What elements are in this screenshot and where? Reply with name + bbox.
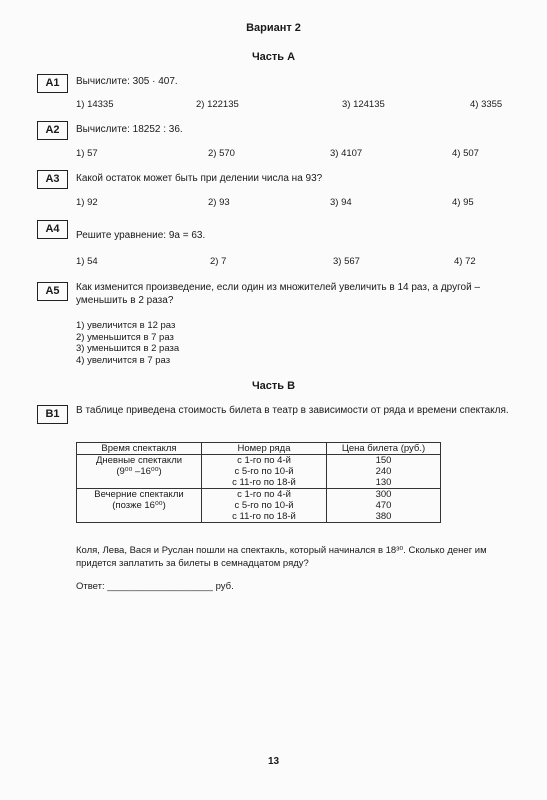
a4-option-4: 4) 72 [454, 256, 476, 267]
row-range: с 5-го по 10-й [202, 466, 327, 477]
header-row-number: Номер ряда [202, 443, 327, 455]
header-price: Цена билета (руб.) [327, 443, 441, 455]
a4-option-2: 2) 7 [210, 256, 227, 267]
question-b1-label: B1 [37, 405, 68, 424]
row-range: с 1-го по 4-й [202, 455, 327, 467]
question-a2-label: A2 [37, 121, 68, 140]
a5-option-1: 1) увеличится в 12 раз [76, 320, 176, 331]
day-shows-time: (9⁰⁰ –16⁰⁰) [116, 466, 162, 477]
question-a1-label: A1 [37, 74, 68, 93]
a3-option-1: 1) 92 [76, 197, 98, 208]
question-b1-text: В таблице приведена стоимость билета в театр в зависимости от ряда и времени спектакля. [76, 405, 509, 416]
row-range: с 5-го по 10-й [202, 500, 327, 511]
variant-title: Вариант 2 [246, 22, 301, 34]
row-range: с 1-го по 4-й [202, 489, 327, 501]
price: 150 [327, 455, 441, 467]
evening-shows-time: (позже 16⁰⁰) [112, 500, 166, 511]
question-a2-text: Вычислите: 18252 : 36. [76, 124, 183, 135]
page-number: 13 [267, 756, 280, 767]
question-a1-text: Вычислите: 305 · 407. [76, 76, 178, 87]
a2-option-3: 3) 4107 [330, 148, 363, 159]
price: 470 [327, 500, 441, 511]
question-a4-text: Решите уравнение: 9a = 63. [76, 230, 206, 241]
ticket-price-table [76, 442, 441, 523]
a4-option-3: 3) 567 [333, 256, 360, 267]
question-a3-text: Какой остаток может быть при делении числа на 93? [76, 173, 323, 184]
day-shows-cell [77, 455, 202, 489]
a2-option-1: 1) 57 [76, 148, 98, 159]
price: 380 [327, 511, 441, 523]
answer-blank[interactable]: ____________________ [107, 581, 213, 592]
a1-option-4: 4) 3355 [470, 99, 503, 110]
a4-option-1: 1) 54 [76, 256, 98, 267]
answer-label: Ответ: [76, 581, 105, 592]
question-a5-text: Как изменится произведение, если один из множителей увеличить в 14 раз, а другой – уменьшить в 2 раза? [76, 282, 481, 306]
table-row [77, 489, 441, 501]
evening-shows-title: Вечерние спектакли [94, 489, 184, 500]
a5-option-2: 2) уменьшится в 7 раз [76, 331, 174, 343]
table-header-row [77, 443, 441, 455]
a3-option-4: 4) 95 [452, 197, 474, 208]
answer-unit: руб. [215, 581, 234, 592]
row-range: с 11-го по 18-й [202, 511, 327, 523]
a2-option-2: 2) 570 [208, 148, 235, 159]
a1-option-3: 3) 124135 [342, 99, 385, 110]
question-a4-label: A4 [37, 220, 68, 239]
table-row [77, 455, 441, 467]
a2-option-4: 4) 507 [452, 148, 479, 159]
b1-question-text: Коля, Лева, Вася и Руслан пошли на спектакль, который начинался в 18³⁰. Сколько денег им придется заплатить за билеты в семнадцатом ряду? [76, 545, 487, 569]
a5-option-4: 4) увеличится в 7 раз [76, 354, 171, 366]
part-a-title: Часть А [251, 51, 296, 63]
question-a3-label: A3 [37, 170, 68, 189]
a3-option-2: 2) 93 [208, 197, 230, 208]
price: 240 [327, 466, 441, 477]
answer-line[interactable] [76, 580, 234, 593]
header-time: Время спектакля [77, 443, 202, 455]
price: 300 [327, 489, 441, 501]
part-b-title: Часть В [251, 380, 296, 392]
row-range: с 11-го по 18-й [202, 477, 327, 489]
day-shows-title: Дневные спектакли [95, 455, 183, 466]
price: 130 [327, 477, 441, 489]
a1-option-2: 2) 122135 [196, 99, 239, 110]
a3-option-3: 3) 94 [330, 197, 352, 208]
question-a5-label: A5 [37, 282, 68, 301]
a5-options [76, 320, 179, 366]
evening-shows-cell [77, 489, 202, 523]
a1-option-1: 1) 14335 [76, 99, 114, 110]
a5-option-3: 3) уменьшится в 2 раза [76, 343, 180, 354]
